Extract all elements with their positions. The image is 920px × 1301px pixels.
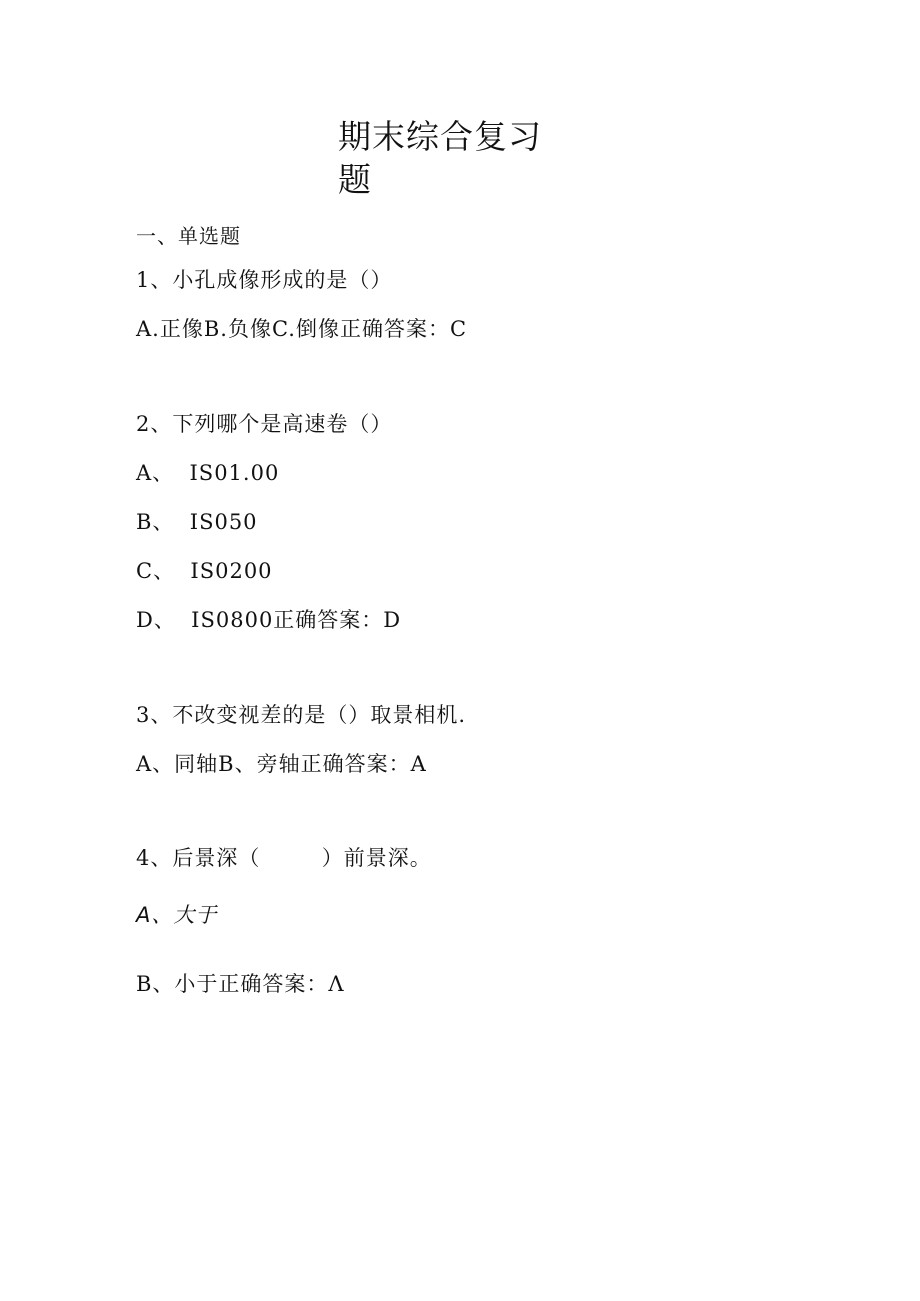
question-3-options: A、同轴B、旁轴正确答案：A xyxy=(136,752,427,776)
question-2-option-d: D、 IS0800正确答案：D xyxy=(136,608,402,632)
section-heading: 一、单选题 xyxy=(136,224,241,248)
question-4-option-b: B、小于正确答案：Λ xyxy=(136,972,345,996)
document-title: 期末综合复习题 xyxy=(338,117,542,199)
question-2-stem: 2、下列哪个是高速卷（） xyxy=(136,412,393,436)
question-2-option-c: C、 IS0200 xyxy=(136,559,273,583)
question-2-option-b: B、 IS050 xyxy=(136,510,258,534)
question-1-options: A.正像B.负像C.倒像正确答案：C xyxy=(136,317,468,341)
question-4-stem: 4、后景深（ ）前景深。 xyxy=(136,846,432,870)
question-3-stem: 3、不改变视差的是（）取景相机. xyxy=(136,703,467,727)
question-4-option-a: A、大于 xyxy=(136,903,218,927)
question-2-option-a: A、 IS01.00 xyxy=(136,461,280,485)
question-1-stem: 1、小孔成像形成的是（） xyxy=(136,268,393,292)
